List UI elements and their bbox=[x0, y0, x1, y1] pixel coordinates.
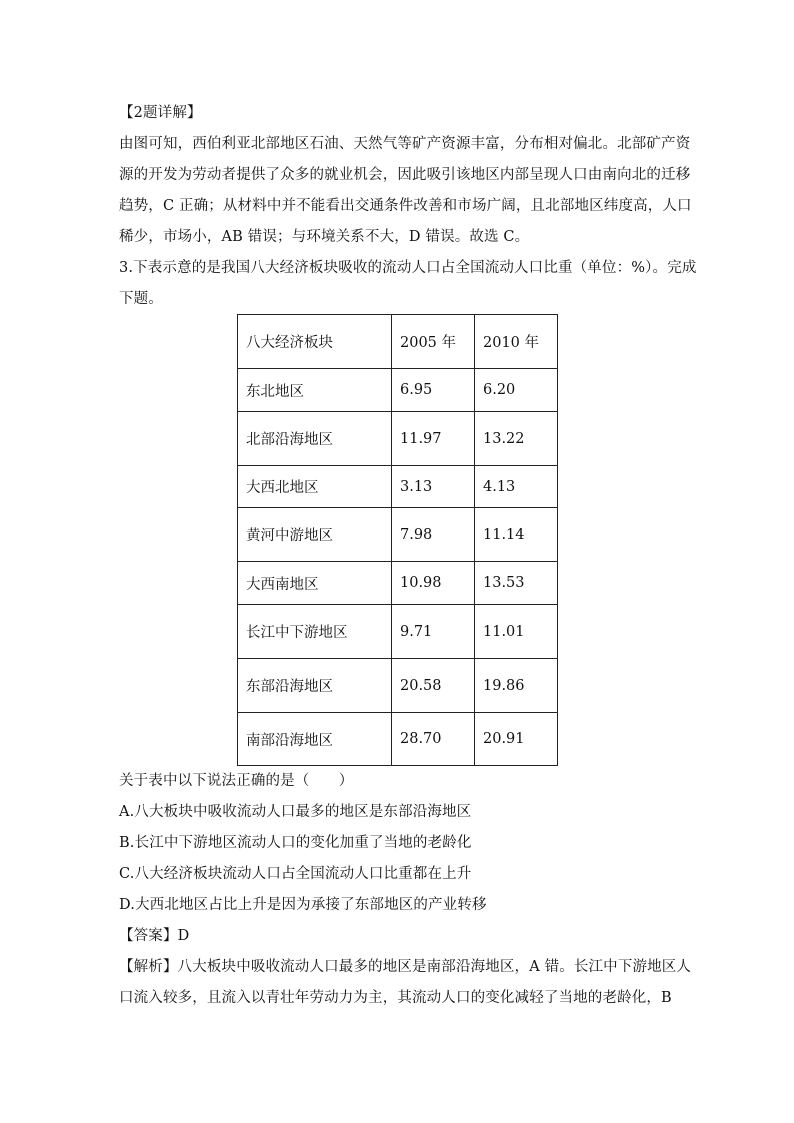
table-cell: 大西北地区 bbox=[238, 466, 392, 508]
table-cell: 9.71 bbox=[392, 605, 475, 659]
table-cell: 13.53 bbox=[475, 562, 558, 605]
option-b: B.长江中下游地区流动人口的变化加重了当地的老龄化 bbox=[119, 835, 472, 851]
question-intro-line: 3.下表示意的是我国八大经济板块吸收的流动人口占全国流动人口比重（单位：%）。完成 bbox=[119, 260, 697, 276]
table-cell: 11.97 bbox=[392, 412, 475, 466]
table-cell: 东部沿海地区 bbox=[238, 659, 392, 713]
option-d: D.大西北地区占比上升是因为承接了东部地区的产业转移 bbox=[119, 897, 487, 913]
option-a: A.八大板块中吸收流动人口最多的地区是东部沿海地区 bbox=[119, 804, 472, 820]
table-row bbox=[238, 713, 558, 766]
table-cell: 11.14 bbox=[475, 508, 558, 562]
table-header-cell: 2010 年 bbox=[475, 315, 558, 369]
table-cell: 北部沿海地区 bbox=[238, 412, 392, 466]
table-cell: 6.20 bbox=[475, 369, 558, 412]
detail-line: 由图可知，西伯利亚北部地区石油、天然气等矿产资源丰富，分布相对偏北。北部矿产资 bbox=[119, 136, 691, 152]
table-cell: 19.86 bbox=[475, 659, 558, 713]
table-row bbox=[238, 508, 558, 562]
detail-line: 源的开发为劳动者提供了众多的就业机会，因此吸引该地区内部呈现人口由南向北的迁移 bbox=[119, 167, 691, 183]
option-c: C.八大经济板块流动人口占全国流动人口比重都在上升 bbox=[119, 866, 472, 882]
analysis-line: 【解析】八大板块中吸收流动人口最多的地区是南部沿海地区，A 错。长江中下游地区人 bbox=[119, 959, 692, 975]
table-cell: 4.13 bbox=[475, 466, 558, 508]
detail-line: 稀少，市场小，AB 错误；与环境关系不大，D 错误。故选 C。 bbox=[119, 229, 530, 245]
table-row bbox=[238, 605, 558, 659]
table-cell: 20.91 bbox=[475, 713, 558, 766]
population-share-table bbox=[237, 314, 558, 766]
table-cell: 11.01 bbox=[475, 605, 558, 659]
table-row bbox=[238, 369, 558, 412]
table-cell: 10.98 bbox=[392, 562, 475, 605]
question-intro-line: 下题。 bbox=[119, 291, 163, 307]
detail-heading: 【2题详解】 bbox=[119, 105, 202, 121]
table-row bbox=[238, 412, 558, 466]
table-header-cell: 八大经济板块 bbox=[238, 315, 392, 369]
table-cell: 20.58 bbox=[392, 659, 475, 713]
table-row bbox=[238, 562, 558, 605]
table-cell: 28.70 bbox=[392, 713, 475, 766]
question-stem: 关于表中以下说法正确的是（ ） bbox=[119, 773, 354, 789]
table-cell: 长江中下游地区 bbox=[238, 605, 392, 659]
table-header-cell: 2005 年 bbox=[392, 315, 475, 369]
table-row bbox=[238, 659, 558, 713]
table-cell: 东北地区 bbox=[238, 369, 392, 412]
table-cell: 大西南地区 bbox=[238, 562, 392, 605]
table-cell: 13.22 bbox=[475, 412, 558, 466]
table-cell: 3.13 bbox=[392, 466, 475, 508]
table-cell: 黄河中游地区 bbox=[238, 508, 392, 562]
table-row bbox=[238, 466, 558, 508]
table-header-row bbox=[238, 315, 558, 369]
table-cell: 7.98 bbox=[392, 508, 475, 562]
answer-line: 【答案】D bbox=[119, 928, 190, 944]
table-cell: 6.95 bbox=[392, 369, 475, 412]
detail-line: 趋势，C 正确；从材料中并不能看出交通条件改善和市场广阔，且北部地区纬度高，人口 bbox=[119, 198, 692, 214]
table-cell: 南部沿海地区 bbox=[238, 713, 392, 766]
analysis-line: 口流入较多，且流入以青壮年劳动力为主，其流动人口的变化减轻了当地的老龄化，B bbox=[119, 990, 672, 1006]
